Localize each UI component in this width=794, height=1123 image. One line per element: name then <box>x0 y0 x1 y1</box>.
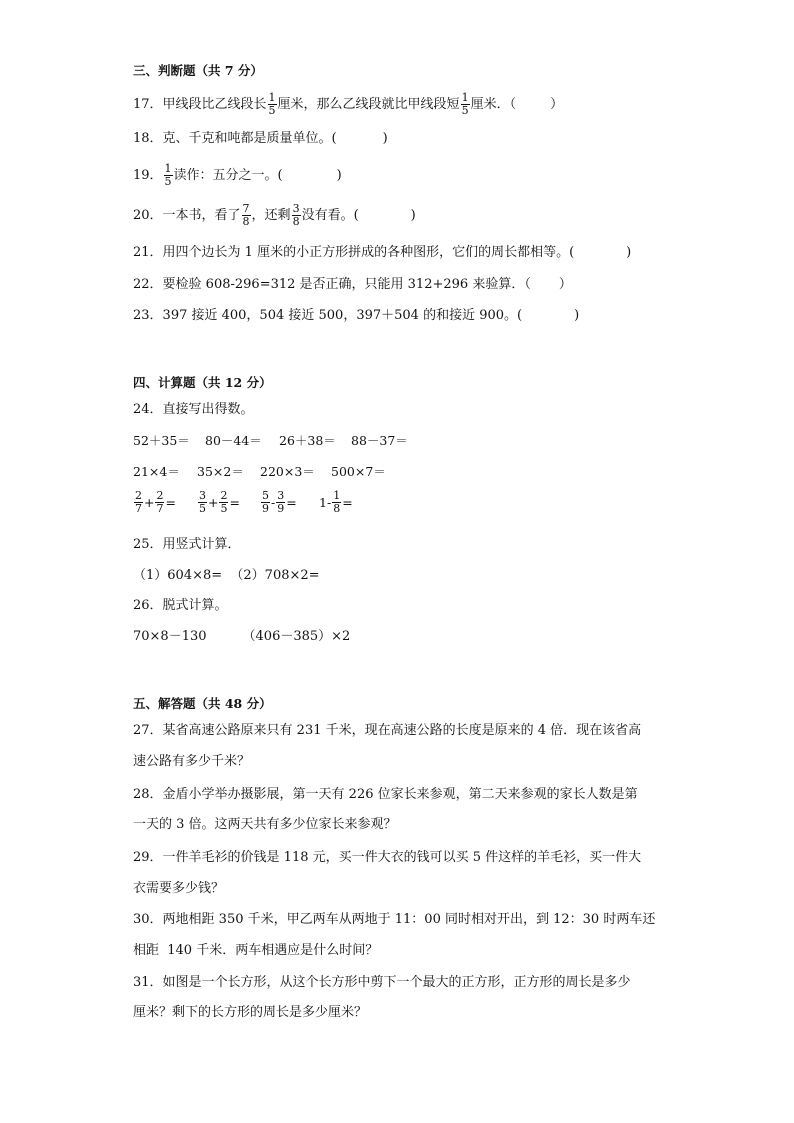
math-item: 220×3＝ <box>260 464 315 479</box>
section-heading-calculation: 四、计算题（共 12 分） <box>133 375 272 390</box>
question-18: 18．克、千克和吨都是质量单位。( ) <box>133 131 388 146</box>
question-30-line-2: 相距 140 千米．两车相遇应是什么时间？ <box>133 943 379 958</box>
fraction: $\frac{1}{5}$ <box>268 91 276 117</box>
math-item: 88－37＝ <box>351 433 408 448</box>
question-29-line-1: 29．一件羊毛衫的价钱是 118 元，买一件大衣的钱可以买 5 件这样的羊毛衫，买一件大 <box>133 850 642 865</box>
question-23: 23．397 接近 400，504 接近 500，397＋504 的和接近 900。( ) <box>133 308 580 323</box>
question-26: 26．脱式计算。 <box>133 598 228 613</box>
question-27-line-2: 速公路有多少千米？ <box>133 754 251 769</box>
fraction: $\frac{3}{8}$ <box>292 202 300 228</box>
math-item: 80－44＝ <box>205 433 262 448</box>
fraction: $\frac{7}{8}$ <box>242 202 250 228</box>
question-21: 21．用四个边长为 1 厘米的小正方形拼成的各种图形，它们的周长都相等。( ) <box>133 245 632 260</box>
math-item: 21×4＝ <box>133 464 180 479</box>
question-28-line-2: 一天的 3 倍。这两天共有多少位家长来参观？ <box>133 817 397 832</box>
question-19: 19． $\frac{1}{5}$ 读作：五分之一。( ) <box>133 162 342 188</box>
math-item: 1- $\frac{1}{8}$ = <box>319 489 353 515</box>
math-item: $\frac{5}{9}$ - $\frac{3}{9}$ = <box>262 489 297 515</box>
section-heading-word-problems: 五、解答题（共 48 分） <box>133 696 272 711</box>
question-31-line-1: 31．如图是一个长方形，从这个长方形中剪下一个最大的正方形，正方形的周长是多少 <box>133 975 631 990</box>
question-17: 17．甲线段比乙线段长 $\frac{1}{5}$ 厘米，那么乙线段就比甲线段短 $\frac{1}{5}$ 厘米．（ ） <box>133 91 564 117</box>
question-28-line-1: 28．金盾小学举办摄影展，第一天有 226 位家长来参观，第二天来参观的家长人数是第 <box>133 787 638 802</box>
question-27-line-1: 27．某省高速公路原来只有 231 千米，现在高速公路的长度是原来的 4 倍．现在该省高 <box>133 723 642 738</box>
math-item: 52＋35＝ <box>133 433 190 448</box>
question-31-line-2: 厘米？剩下的长方形的周长是多少厘米？ <box>133 1005 368 1020</box>
question-29-line-2: 衣需要多少钱？ <box>133 881 225 896</box>
math-item: $\frac{3}{5}$ + $\frac{2}{5}$ = <box>199 489 240 515</box>
question-22: 22．要检验 608-296=312 是否正确，只能用 312+296 来验算．（ ） <box>133 277 572 292</box>
question-30-line-1: 30．两地相距 350 千米，甲乙两车从两地于 11：00 同时相对开出，到 12：30 时两车还 <box>133 912 656 927</box>
question-25-items: （1）604×8= （2）708×2= <box>133 568 320 583</box>
fraction: $\frac{1}{5}$ <box>164 162 172 188</box>
math-item: 500×7＝ <box>331 464 386 479</box>
question-24: 24．直接写出得数。 <box>133 402 254 417</box>
math-item: 26＋38＝ <box>279 433 336 448</box>
math-item: 35×2＝ <box>197 464 244 479</box>
question-25: 25．用竖式计算． <box>133 537 241 552</box>
question-20: 20．一本书，看了 $\frac{7}{8}$ ，还剩 $\frac{3}{8}$ 没有看。( ) <box>133 202 416 228</box>
question-26-items: 70×8－130 （406－385）×2 <box>133 629 351 644</box>
fraction: $\frac{1}{5}$ <box>461 91 469 117</box>
math-item: $\frac{2}{7}$ + $\frac{2}{7}$ = <box>135 489 176 515</box>
section-heading-judgement: 三、判断题（共 7 分） <box>133 63 263 78</box>
